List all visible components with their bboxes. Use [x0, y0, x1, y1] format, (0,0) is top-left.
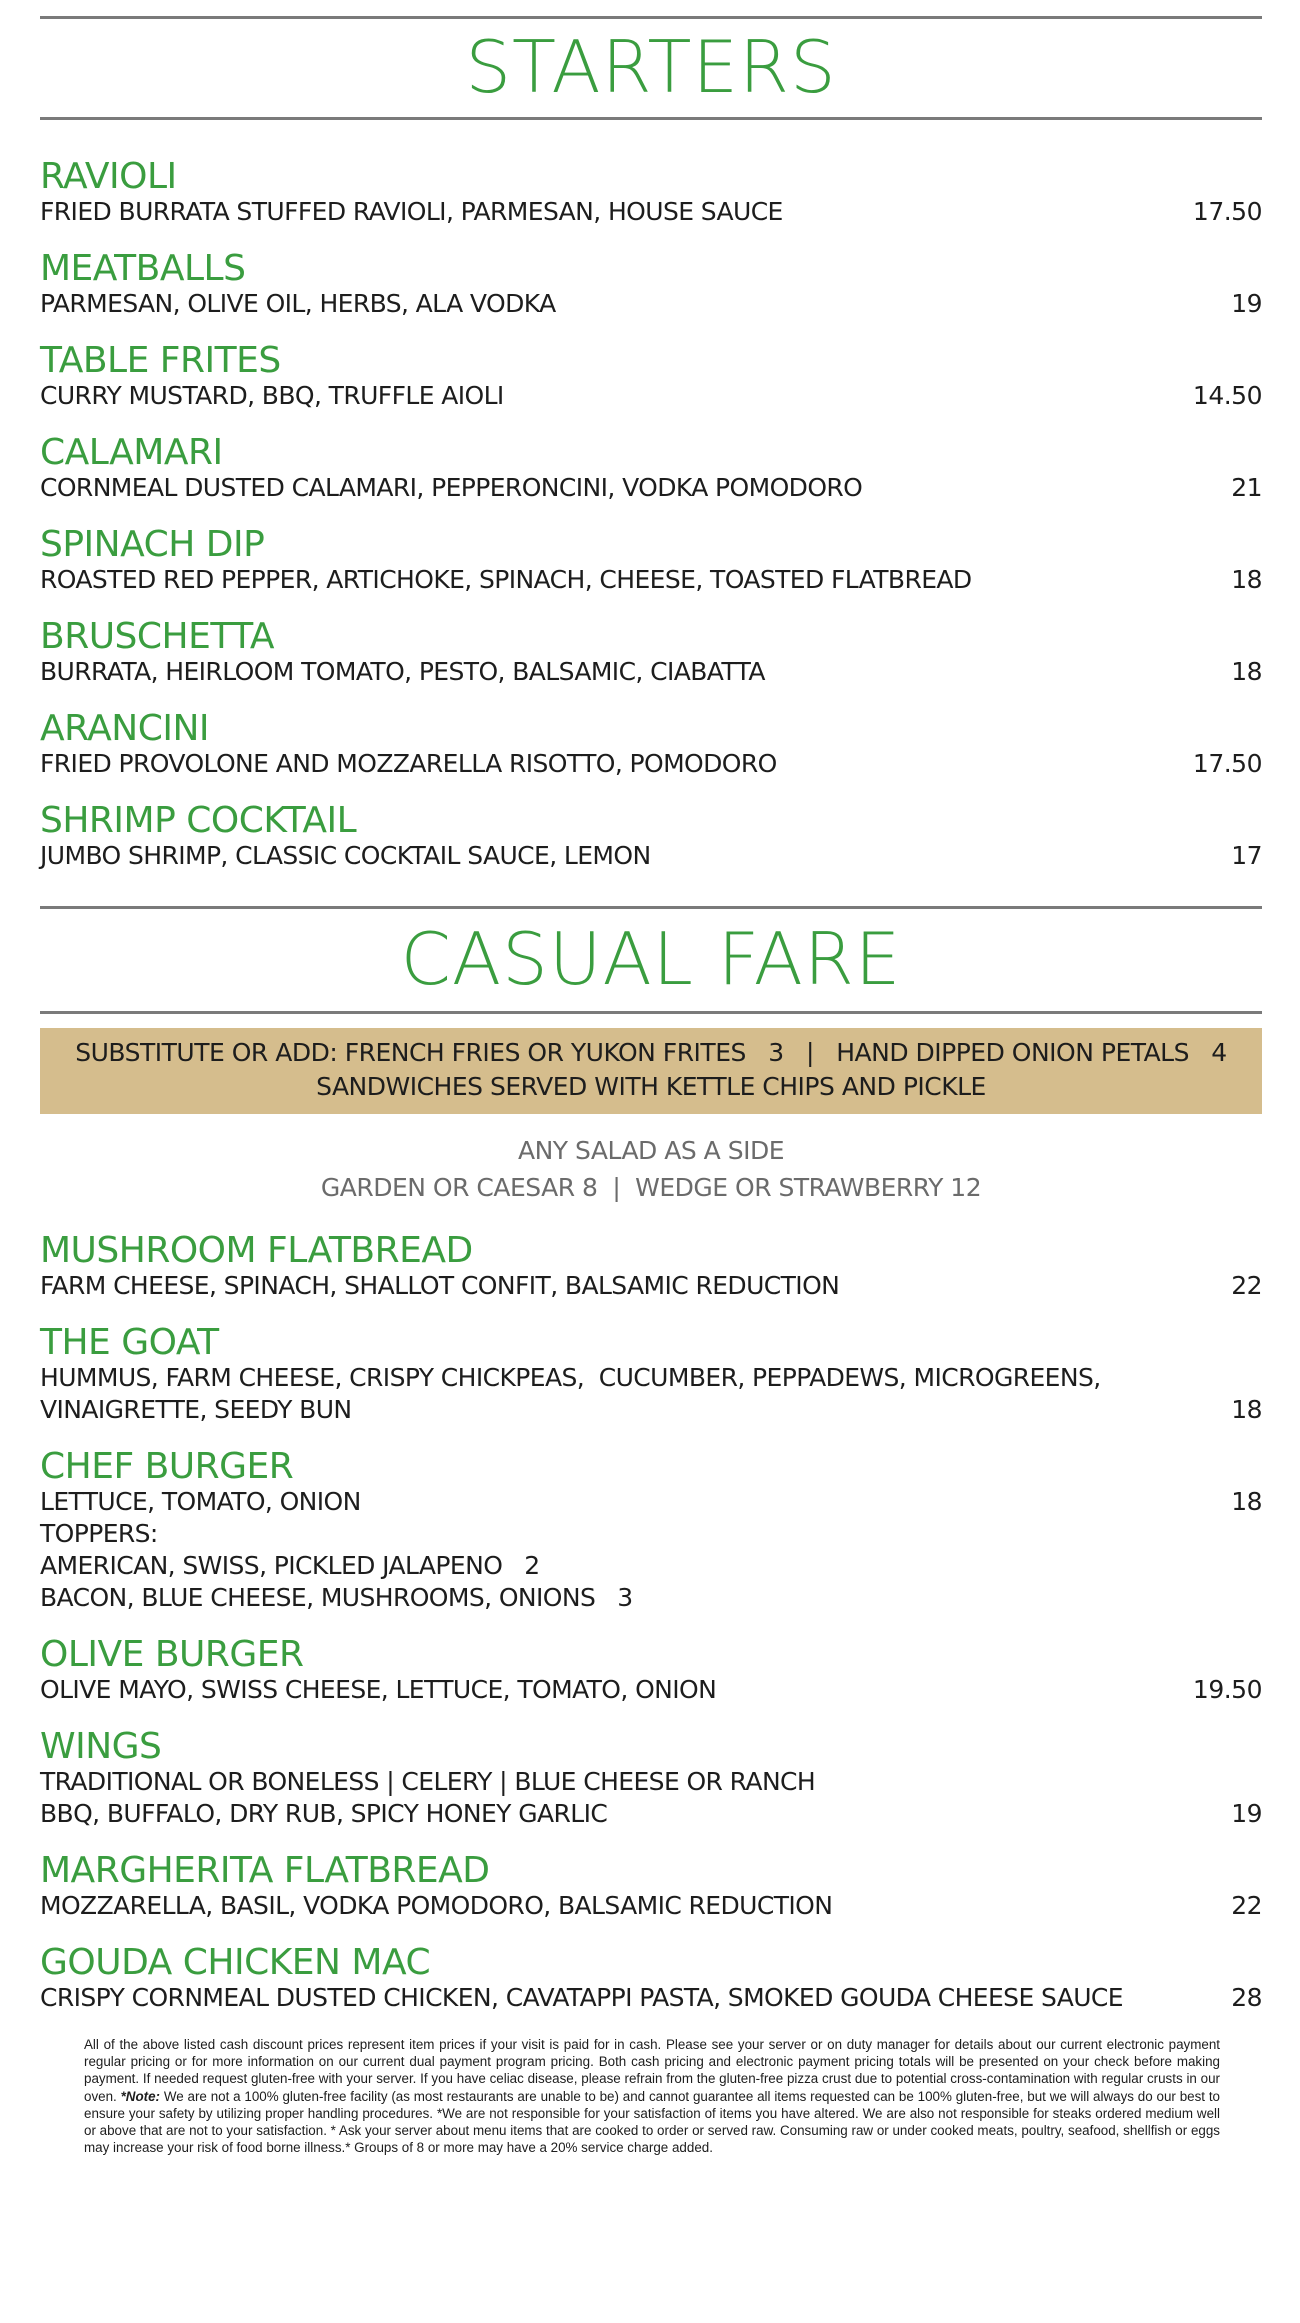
- menu-item-name: MARGHERITA FLATBREAD: [40, 1850, 490, 1891]
- menu-item-body: [40, 1982, 1262, 2014]
- menu-item-description: [40, 1270, 1211, 1302]
- menu-item-description-line: BURRATA, HEIRLOOM TOMATO, PESTO, BALSAMIC, CIABATTA: [40, 657, 765, 686]
- menu-item-name: SHRIMP COCKTAIL: [40, 800, 357, 841]
- menu-item-description-line: CORNMEAL DUSTED CALAMARI, PEPPERONCINI, VODKA POMODORO: [40, 473, 863, 502]
- menu-item-description: [40, 1362, 1211, 1426]
- menu-item-chef-burger: [40, 1448, 1262, 1614]
- menu-item-price: 18: [1231, 1395, 1262, 1424]
- menu-item-name: MUSHROOM FLATBREAD: [40, 1230, 473, 1271]
- menu-item-description-line: CRISPY CORNMEAL DUSTED CHICKEN, CAVATAPPI PASTA, SMOKED GOUDA CHEESE SAUCE: [40, 1983, 1123, 2012]
- menu-item-body: [40, 1486, 1262, 1518]
- menu-item-meatballs: [40, 250, 1262, 320]
- menu-item-body: [40, 564, 1262, 596]
- menu-item-topper-line: TOPPERS:: [40, 1519, 158, 1548]
- menu-item-body: [40, 1270, 1262, 1302]
- menu-item-name: TABLE FRITES: [40, 340, 281, 381]
- menu-item-description-line: PARMESAN, OLIVE OIL, HERBS, ALA VODKA: [40, 289, 556, 318]
- menu-item-spinach-dip: [40, 526, 1262, 596]
- menu-item-mushroom-flatbread: [40, 1232, 1262, 1302]
- substitute-notice-line: SUBSTITUTE OR ADD: FRENCH FRIES OR YUKON FRITES 3 | HAND DIPPED ONION PETALS 4: [75, 1038, 1227, 1067]
- menu-item-description: [40, 564, 1211, 596]
- menu-item-name: MEATBALLS: [40, 248, 246, 289]
- menu-item-description-line: OLIVE MAYO, SWISS CHEESE, LETTUCE, TOMATO, ONION: [40, 1675, 717, 1704]
- casual-bottom-rule: [40, 1011, 1262, 1014]
- menu-item-description-line: FARM CHEESE, SPINACH, SHALLOT CONFIT, BALSAMIC REDUCTION: [40, 1271, 840, 1300]
- menu-item-description: [40, 288, 1211, 320]
- menu-item-description-line: TRADITIONAL OR BONELESS | CELERY | BLUE CHEESE OR RANCH: [40, 1767, 816, 1796]
- menu-item-description-line: JUMBO SHRIMP, CLASSIC COCKTAIL SAUCE, LEMON: [40, 841, 651, 870]
- disclaimer-part-1: All of the above listed cash discount prices represent item prices if your visit is paid for in cash. Please see your server or on duty manager for details about our current electronic payment regular pricing or for more information on our current dual payment program pricing. Both cash pricing and electronic payment pricing totals will be presented on your check before making payment. If needed request gluten-free with your server. If you have celiac disease, please refrain from the gluten-free pizza crust due to potential cross-contamination with regular crusts in our oven.: [84, 2037, 1220, 2104]
- menu-item-name: OLIVE BURGER: [40, 1634, 304, 1675]
- menu-item-description: [40, 1982, 1211, 2014]
- menu-item-body: [40, 288, 1262, 320]
- sandwich-notice-line: SANDWICHES SERVED WITH KETTLE CHIPS AND PICKLE: [316, 1072, 986, 1101]
- casual-top-rule: [40, 906, 1262, 909]
- menu-item-price: 14.50: [1192, 381, 1262, 410]
- salad-side-note: [40, 1132, 1262, 1206]
- menu-item-body: [40, 196, 1262, 228]
- menu-item-calamari: [40, 434, 1262, 504]
- menu-item-description: [40, 1890, 1211, 1922]
- disclaimer-part-2: We are not a 100% gluten-free facility (as most restaurants are unable to be) and cannot guarantee all items requested can be 100% gluten-free, but we will always do our best to ensure your safety by utilizing proper handling procedures. *We are not responsible for your satisfaction of items you have altered. We are also not responsible for steaks ordered medium well or above that are not to your satisfaction. * Ask your server about menu items that are cooked to order or served raw. Consuming raw or under cooked meats, poultry, seafood, shellfish or eggs may increase your risk of food borne illness.* Groups of 8 or more may have a 20% service charge added.: [84, 2088, 1221, 2156]
- menu-item-description: [40, 656, 1211, 688]
- menu-item-price: 17: [1231, 841, 1262, 870]
- menu-item-description-line: BBQ, BUFFALO, DRY RUB, SPICY HONEY GARLIC: [40, 1799, 608, 1828]
- menu-item-price: 19: [1231, 1799, 1262, 1828]
- menu-item-price: 28: [1231, 1983, 1262, 2012]
- menu-item-body: [40, 656, 1262, 688]
- menu-item-gouda-chicken-mac: [40, 1944, 1262, 2014]
- starters-list: [40, 158, 1262, 872]
- menu-item-description-line: MOZZARELLA, BASIL, VODKA POMODORO, BALSAMIC REDUCTION: [40, 1891, 833, 1920]
- menu-item-description-line: FRIED PROVOLONE AND MOZZARELLA RISOTTO, POMODORO: [40, 749, 777, 778]
- menu-item-name: SPINACH DIP: [40, 524, 265, 565]
- menu-item-body: [40, 1766, 1262, 1830]
- menu-item-description: [40, 472, 1211, 504]
- top-rule: [40, 16, 1262, 19]
- salad-side-options: GARDEN OR CAESAR 8 | WEDGE OR STRAWBERRY 12: [320, 1173, 982, 1202]
- menu-item-price: 17.50: [1192, 749, 1262, 778]
- payment-disclaimer: [84, 2036, 1220, 2156]
- menu-item-the-goat: [40, 1324, 1262, 1426]
- menu-item-price: 21: [1231, 473, 1262, 502]
- menu-item-price: 22: [1231, 1271, 1262, 1300]
- casual-fare-heading: CASUAL FARE: [400, 917, 902, 1001]
- menu-item-name: CHEF BURGER: [40, 1446, 294, 1487]
- menu-item-topper-line: AMERICAN, SWISS, PICKLED JALAPENO 2: [40, 1551, 540, 1580]
- menu-item-olive-burger: [40, 1636, 1262, 1706]
- menu-item-body: [40, 1674, 1262, 1706]
- menu-item-name: RAVIOLI: [40, 156, 177, 197]
- menu-item-description: [40, 1766, 1211, 1830]
- menu-item-price: 18: [1231, 1487, 1262, 1516]
- menu-item-description-line: CURRY MUSTARD, BBQ, TRUFFLE AIOLI: [40, 381, 504, 410]
- menu-item-price: 22: [1231, 1891, 1262, 1920]
- menu-item-description: [40, 380, 1173, 412]
- menu-item-body: [40, 1890, 1262, 1922]
- menu-item-description: [40, 196, 1173, 228]
- menu-item-description-line: LETTUCE, TOMATO, ONION: [40, 1487, 361, 1516]
- starters-heading: STARTERS: [465, 25, 837, 109]
- menu-item-name: CALAMARI: [40, 432, 223, 473]
- menu-item-margherita-flatbread: [40, 1852, 1262, 1922]
- menu-item-price: 19.50: [1192, 1675, 1262, 1704]
- menu-item-body: [40, 472, 1262, 504]
- menu-item-wings: [40, 1728, 1262, 1830]
- menu-item-price: 17.50: [1192, 197, 1262, 226]
- menu-item-description: [40, 840, 1211, 872]
- menu-item-description: [40, 1674, 1173, 1706]
- menu-item-body: [40, 748, 1262, 780]
- menu-page: [40, 0, 1262, 2156]
- menu-item-table-frites: [40, 342, 1262, 412]
- menu-item-price: 18: [1231, 657, 1262, 686]
- menu-item-description-line: HUMMUS, FARM CHEESE, CRISPY CHICKPEAS, CUCUMBER, PEPPADEWS, MICROGREENS,: [40, 1363, 1101, 1392]
- menu-item-price: 19: [1231, 289, 1262, 318]
- substitute-notice-band: [40, 1028, 1262, 1114]
- disclaimer-note-label: *Note:: [120, 2088, 161, 2104]
- menu-item-name: BRUSCHETTA: [40, 616, 275, 657]
- menu-item-shrimp-cocktail: [40, 802, 1262, 872]
- menu-item-description-line: ROASTED RED PEPPER, ARTICHOKE, SPINACH, CHEESE, TOASTED FLATBREAD: [40, 565, 972, 594]
- menu-item-arancini: [40, 710, 1262, 780]
- casual-fare-list: [40, 1232, 1262, 2014]
- menu-item-body: [40, 1362, 1262, 1426]
- starters-bottom-rule: [40, 117, 1262, 120]
- menu-item-name: ARANCINI: [40, 708, 210, 749]
- menu-item-body: [40, 380, 1262, 412]
- menu-item-body: [40, 840, 1262, 872]
- salad-side-heading: ANY SALAD AS A SIDE: [517, 1136, 784, 1165]
- menu-item-description: [40, 1486, 1211, 1518]
- menu-item-description-line: FRIED BURRATA STUFFED RAVIOLI, PARMESAN, HOUSE SAUCE: [40, 197, 783, 226]
- menu-item-description: [40, 748, 1173, 780]
- menu-item-description-line: VINAIGRETTE, SEEDY BUN: [40, 1395, 352, 1424]
- menu-item-price: 18: [1231, 565, 1262, 594]
- menu-item-bruschetta: [40, 618, 1262, 688]
- menu-item-ravioli: [40, 158, 1262, 228]
- menu-item-name: THE GOAT: [40, 1322, 219, 1363]
- menu-item-name: GOUDA CHICKEN MAC: [40, 1942, 431, 1983]
- menu-item-topper-line: BACON, BLUE CHEESE, MUSHROOMS, ONIONS 3: [40, 1583, 633, 1612]
- menu-item-name: WINGS: [40, 1726, 162, 1767]
